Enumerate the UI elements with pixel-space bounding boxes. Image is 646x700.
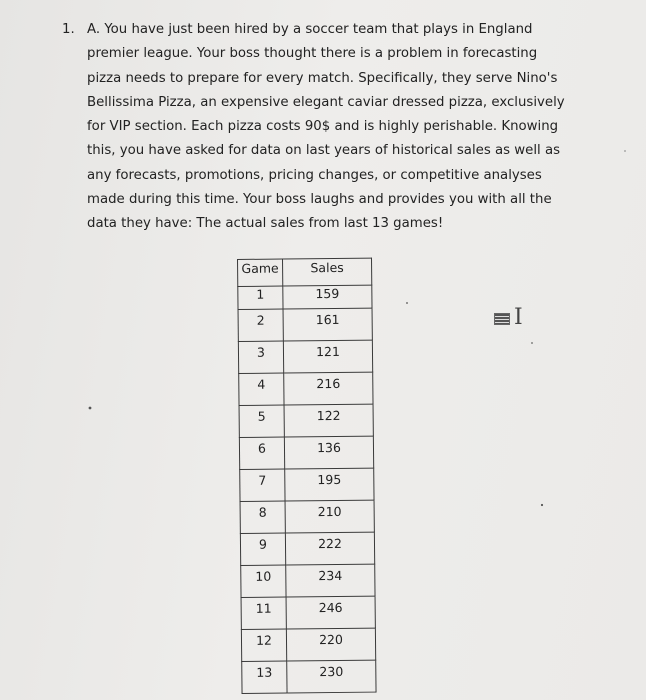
game-cell: 6 (239, 437, 284, 469)
question-number: 1. (62, 22, 75, 37)
sales-column-header: Sales (283, 258, 372, 286)
speck-mark (89, 407, 92, 410)
sales-cell: 122 (284, 404, 373, 437)
game-cell: 5 (239, 405, 284, 437)
question-text (87, 18, 602, 237)
speck-mark (531, 342, 533, 344)
question-line: A. You have just been hired by a soccer team that plays in England (87, 22, 533, 37)
question-line: premier league. Your boss thought there is a problem in forecasting (87, 46, 538, 62)
sales-table (237, 258, 377, 694)
table-row (238, 340, 372, 373)
table-row (239, 404, 373, 437)
speck-mark (624, 150, 626, 152)
game-cell: 1 (238, 286, 283, 309)
question-line: pizza needs to prepare for every match. Specifically, they serve Nino's (87, 70, 558, 86)
question-line: made during this time. Your boss laughs and provides you with all the (87, 192, 552, 208)
sales-cell: 161 (283, 308, 372, 341)
question-block (62, 18, 602, 237)
game-cell: 11 (241, 597, 286, 629)
table-row (241, 628, 375, 661)
sales-cell: 210 (285, 500, 374, 533)
table-row (242, 660, 376, 693)
sales-cell: 246 (286, 596, 375, 629)
sales-cell: 234 (286, 564, 375, 597)
game-cell: 9 (240, 533, 285, 565)
game-cell: 10 (241, 565, 286, 597)
table-row (240, 500, 374, 533)
sales-cell: 121 (283, 340, 372, 373)
question-line: for VIP section. Each pizza costs 90$ and is highly perishable. Knowing (87, 119, 559, 135)
question-line: Bellissima Pizza, an expensive elegant caviar dressed pizza, exclusively (87, 94, 565, 110)
table-row (241, 596, 375, 629)
text-block-icon (494, 313, 510, 325)
sales-cell: 195 (285, 468, 374, 501)
table-row (240, 532, 374, 565)
table-header-row (238, 258, 372, 286)
speck-mark (541, 504, 543, 506)
game-cell: 8 (240, 501, 285, 533)
sales-cell: 216 (284, 372, 373, 405)
table-row (241, 564, 375, 597)
question-line: any forecasts, promotions, pricing changes, or competitive analyses (87, 167, 542, 183)
game-cell: 7 (240, 469, 285, 501)
table-row (238, 308, 372, 341)
table-row (240, 468, 374, 501)
question-line: this, you have asked for data on last years of historical sales as well as (87, 143, 561, 159)
table-row (239, 436, 373, 469)
speck-mark (406, 302, 408, 304)
game-cell: 3 (238, 341, 283, 373)
game-cell: 2 (238, 309, 283, 341)
sales-cell: 136 (284, 436, 373, 469)
sales-cell: 220 (286, 628, 375, 661)
sales-cell: 159 (283, 285, 372, 309)
table-row (239, 372, 373, 405)
sales-cell: 230 (287, 660, 376, 693)
sales-cell: 222 (285, 532, 374, 565)
game-cell: 12 (241, 629, 286, 661)
table-row (238, 285, 372, 309)
game-cell: 4 (239, 373, 284, 405)
game-column-header: Game (238, 259, 283, 286)
question-line: data they have: The actual sales from last 13 games! (87, 216, 444, 232)
game-cell: 13 (242, 661, 287, 693)
text-cursor-icon: I (514, 305, 523, 330)
text-cursor-widget (494, 307, 534, 337)
